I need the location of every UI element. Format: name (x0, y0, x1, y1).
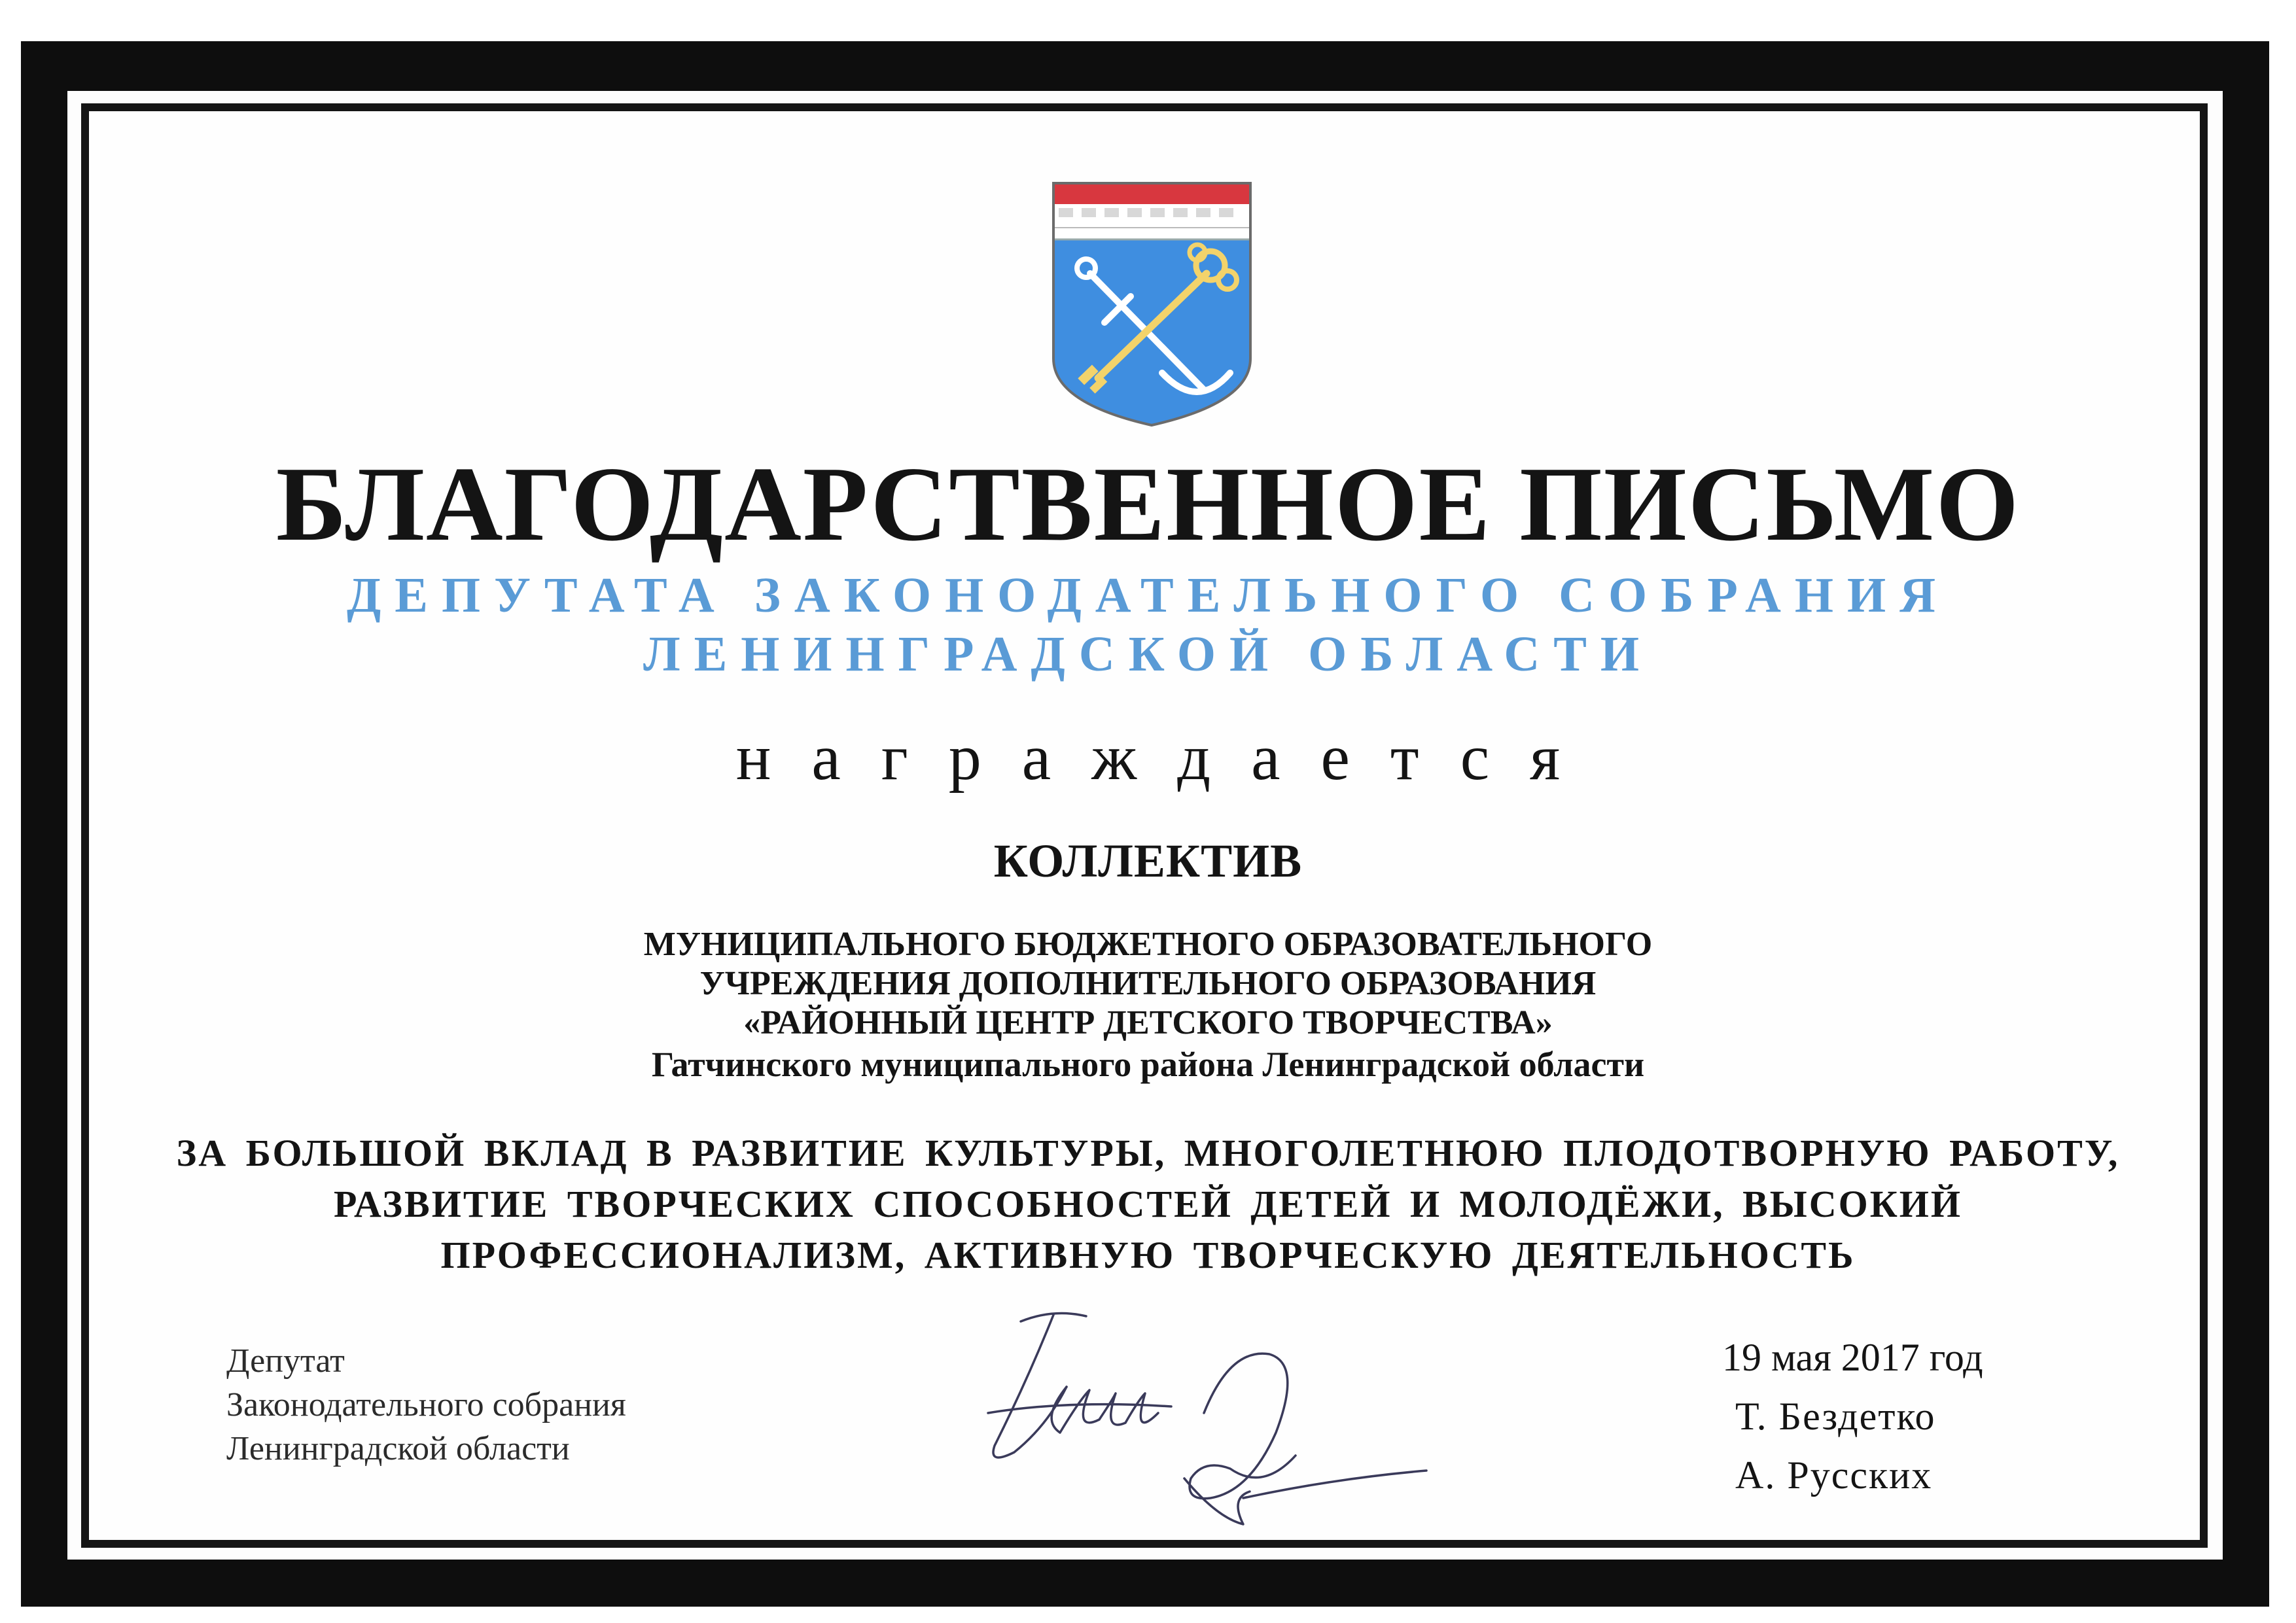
handwritten-signatures (968, 1302, 1439, 1537)
signatory-name-1: Т. Бездетко (1735, 1395, 1936, 1438)
issuer-line-1: ДЕПУТАТА ЗАКОНОДАТЕЛЬНОГО СОБРАНИЯ (346, 568, 1950, 623)
recipient-title: КОЛЛЕКТИВ (993, 835, 1303, 887)
organization-line-4: Гатчинского муниципального района Ленинградской области (651, 1045, 1645, 1084)
reason-line-3: ПРОФЕССИОНАЛИЗМ, АКТИВНУЮ ТВОРЧЕСКУЮ ДЕЯТЕЛЬНОСТЬ (440, 1234, 1856, 1276)
signatory-title-line-2: Законодательного собрания (226, 1386, 626, 1423)
coat-of-arms-icon (1052, 182, 1252, 427)
issue-date: 19 мая 2017 год (1722, 1336, 1983, 1379)
organization-line-1: МУНИЦИПАЛЬНОГО БЮДЖЕТНОГО ОБРАЗОВАТЕЛЬНОГО (643, 926, 1653, 963)
signatory-name-2: А. Русских (1735, 1454, 1933, 1497)
reason-line-2: РАЗВИТИЕ ТВОРЧЕСКИХ СПОСОБНОСТЕЙ ДЕТЕЙ И МОЛОДЁЖИ, ВЫСОКИЙ (333, 1183, 1962, 1225)
signatory-title-line-1: Депутат (226, 1342, 345, 1380)
reason-line-1: ЗА БОЛЬШОЙ ВКЛАД В РАЗВИТИЕ КУЛЬТУРЫ, МНОГОЛЕТНЮЮ ПЛОДОТВОРНУЮ РАБОТУ, (176, 1132, 2120, 1174)
issuer-line-2: ЛЕНИНГРАДСКОЙ ОБЛАСТИ (643, 627, 1653, 682)
awarded-text: награждается (735, 721, 1601, 794)
organization-line-3: «РАЙОННЫЙ ЦЕНТР ДЕТСКОГО ТВОРЧЕСТВА» (743, 1004, 1553, 1041)
signatory-title-line-3: Ленинградской области (226, 1430, 570, 1467)
organization-line-2: УЧРЕЖДЕНИЯ ДОПОЛНИТЕЛЬНОГО ОБРАЗОВАНИЯ (699, 965, 1597, 1002)
document-title: БЛАГОДАРСТВЕННОЕ ПИСЬМО (275, 445, 2021, 563)
